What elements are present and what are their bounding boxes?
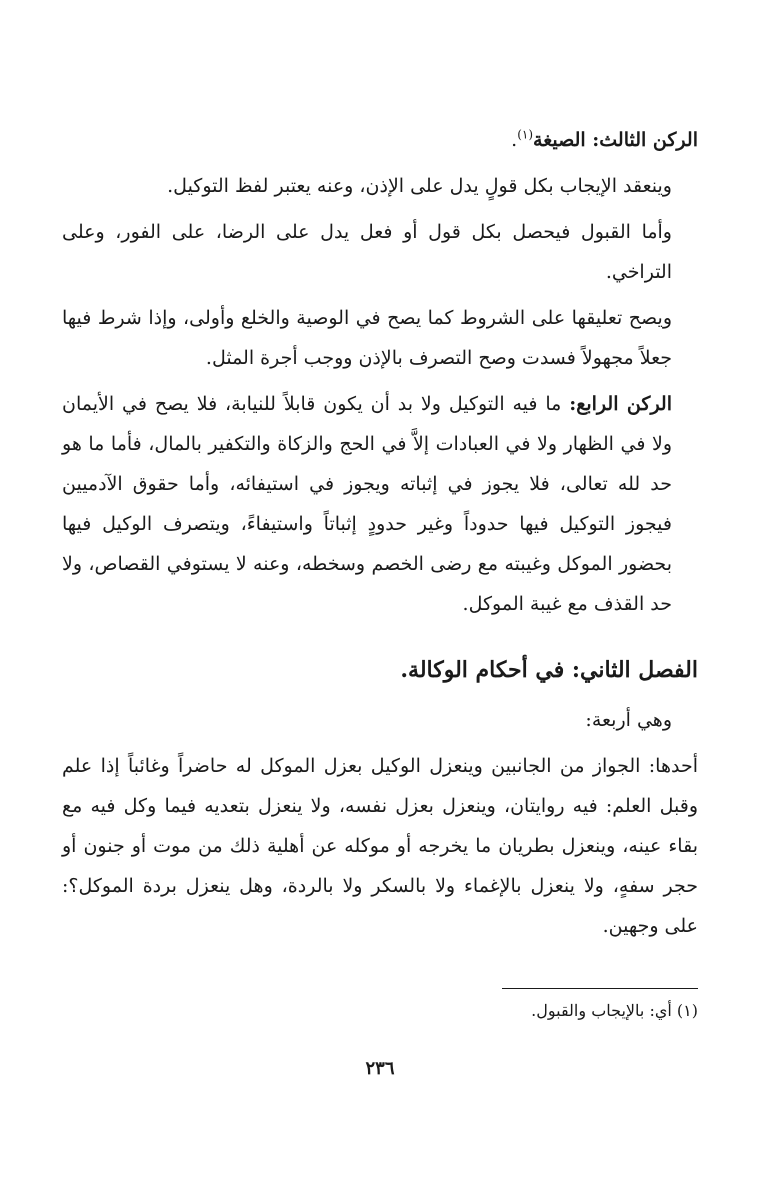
footnote-divider [502, 988, 698, 989]
paragraph-qabul: وأما القبول فيحصل بكل قول أو فعل يدل على الرضا، على الفور، وعلى التراخي. [62, 221, 672, 283]
footnote-reference: (١) [517, 127, 534, 142]
pillar-three-line [62, 120, 698, 160]
pillar-three-title: الركن الثالث: الصيغة [533, 129, 698, 151]
pillar-three-end: . [511, 129, 518, 151]
footnote [62, 998, 698, 1024]
footnote-marker: (١) [676, 1001, 698, 1020]
document-body [62, 120, 698, 952]
chapter-heading: الفصل الثاني: في أحكام الوكالة. [400, 657, 698, 683]
footnote-text: أي: بالإيجاب والقبول. [531, 1001, 672, 1020]
first-rule-paragraph [62, 746, 698, 946]
first-rule-text: الجواز من الجانبين وينعزل الوكيل بعزل الموكل له حاضراً وغائباً إذا علم وقبل العلم: فيه روايتان، وينعزل بعزل نفسه، ولا ينعزل بتعديه فيما وكل فيه مع بقاء عينه، وينعزل بطريان ما يخرجه أو موكله عن أهلية ذلك من موت أو جنون أو حجر سفهٍ، ولا ينعزل بالإغماء ولا بالسكر ولا بالردة، وهل ينعزل بردة الموكل؟: على وجهين. [62, 755, 698, 937]
pillar-four-paragraph [62, 384, 698, 624]
paragraph-ijab: وينعقد الإيجاب بكل قولٍ يدل على الإذن، وعنه يعتبر لفظ التوكيل. [167, 175, 672, 197]
pillar-four-text: ما فيه التوكيل ولا بد أن يكون قابلاً للنيابة، فلا يصح في الأيمان ولا في الظهار ولا في العبادات إلاَّ في الحج والزكاة والتكفير بالمال، فأما ما هو حد لله تعالى، فلا يجوز في إثباته ويجوز في استيفائه، وأما حقوق الآدميين فيجوز التوكيل فيها حدوداً وغير حدودٍ إثباتاً واستيفاءً، ويتصرف الوكيل فيها بحضور الموكل وغيبته مع رضى الخصم وسخطه، وعنه لا يستوفي القصاص، ولا حد القذف مع غيبة الموكل. [62, 393, 672, 615]
pillar-four-title: الركن الرابع: [569, 393, 672, 415]
first-rule-label: أحدها: [648, 755, 698, 777]
paragraph-four: وهي أربعة: [585, 709, 672, 731]
page-number: ٢٣٦ [365, 1058, 395, 1079]
paragraph-taliq: ويصح تعليقها على الشروط كما يصح في الوصية والخلع وأولى، وإذا شرط فيها جعلاً مجهولاً فسدت وصح التصرف بالإذن ووجب أجرة المثل. [62, 307, 672, 369]
